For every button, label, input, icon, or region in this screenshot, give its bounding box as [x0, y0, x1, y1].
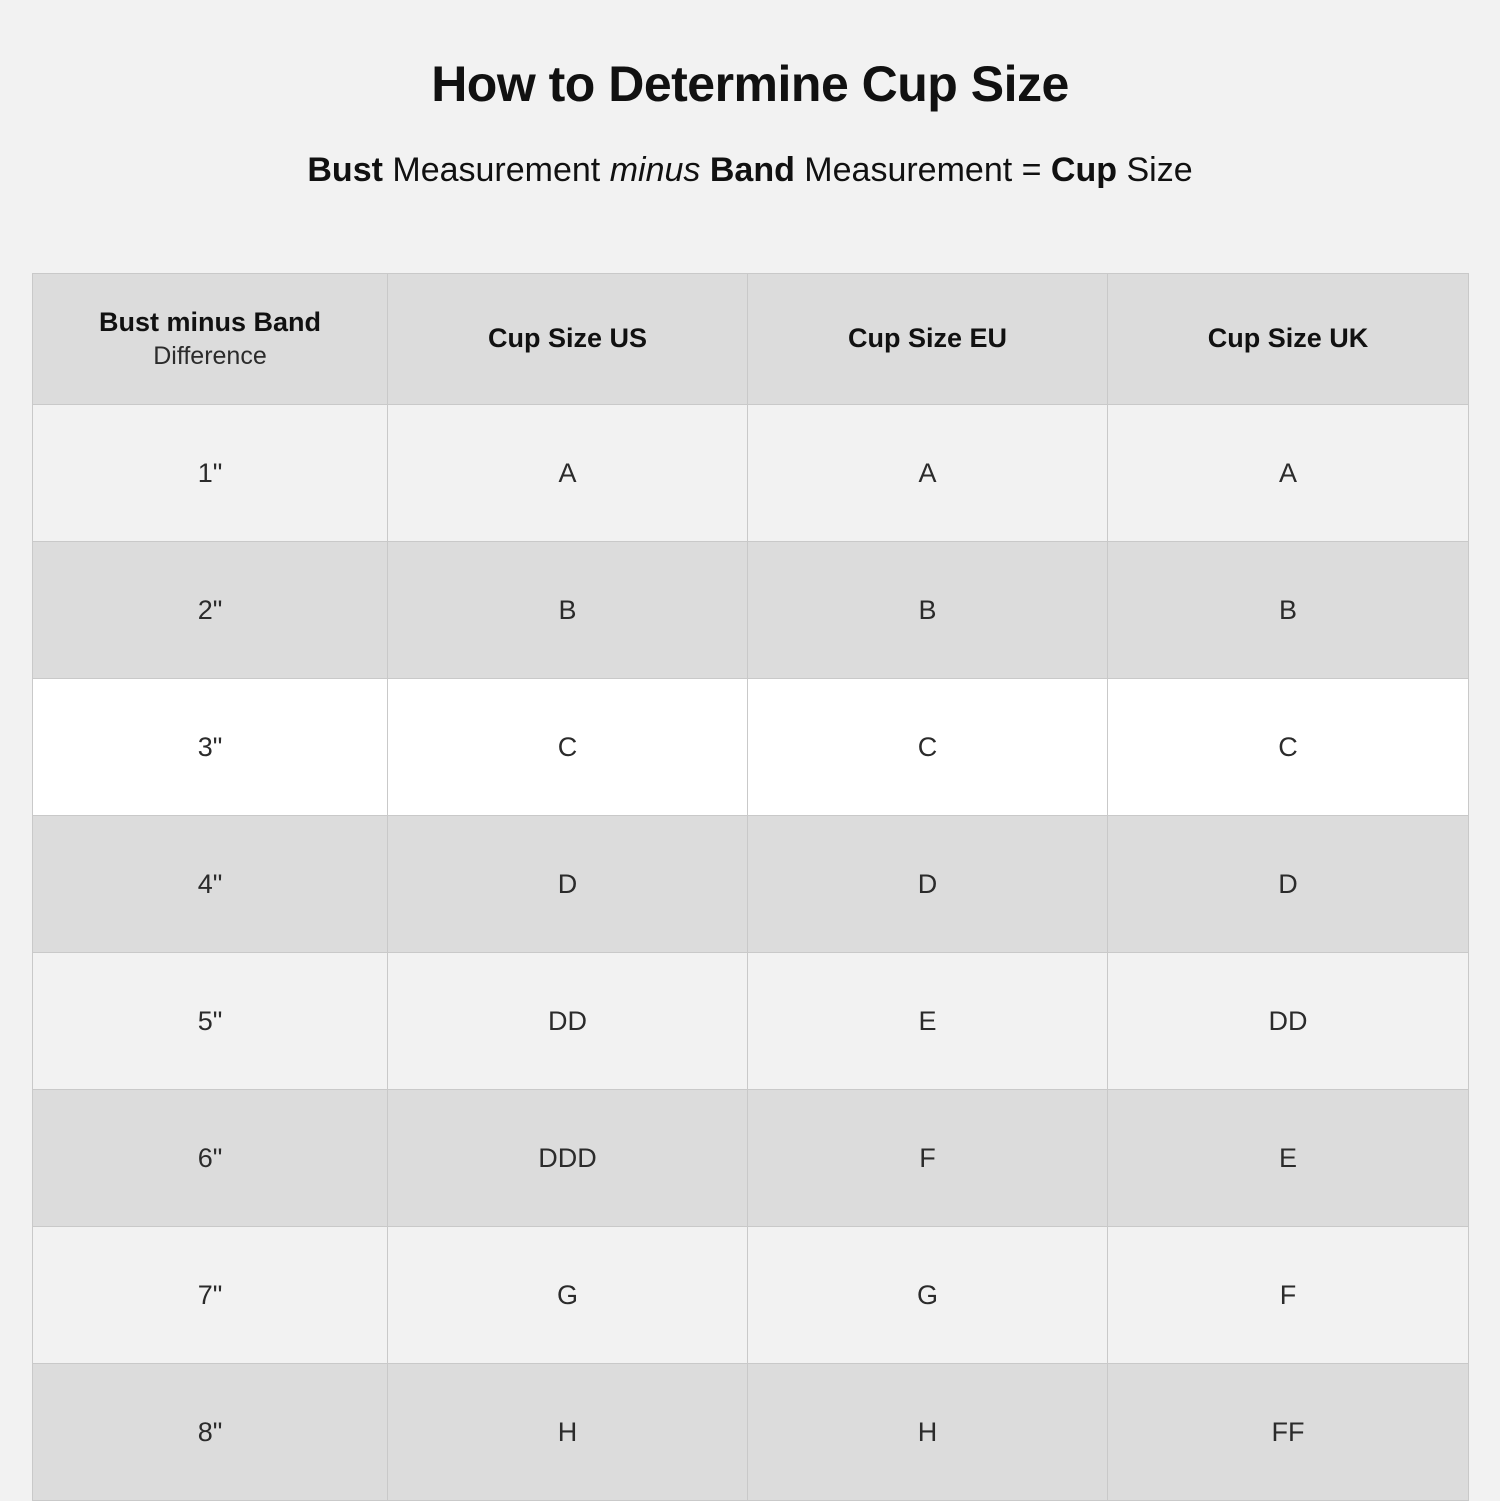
subtitle-cup-word: Cup [1050, 151, 1118, 189]
cell-eu: C [748, 679, 1108, 816]
table-row [33, 953, 1469, 1090]
subtitle-text-1: Measurement [382, 151, 610, 189]
cell-difference: 5" [33, 953, 388, 1090]
cell-difference: 8" [33, 1364, 388, 1501]
cell-difference: 6" [33, 1090, 388, 1227]
cup-size-table-container [32, 273, 1468, 1501]
cell-us: C [388, 679, 748, 816]
table-header-row [33, 274, 1469, 405]
table-row [33, 405, 1469, 542]
column-header-us [388, 274, 748, 405]
subtitle-band-word: Band [709, 151, 795, 189]
subtitle-minus-word: minus [609, 151, 701, 189]
table-header [33, 274, 1469, 405]
subtitle-text-3: Size [1117, 151, 1193, 189]
table-row [33, 1364, 1469, 1501]
subtitle-space [700, 151, 709, 189]
cell-difference: 1" [33, 405, 388, 542]
cell-uk: FF [1108, 1364, 1469, 1501]
table-row [33, 679, 1469, 816]
cell-uk: F [1108, 1227, 1469, 1364]
cell-eu: A [748, 405, 1108, 542]
table-body [33, 405, 1469, 1501]
cell-eu: G [748, 1227, 1108, 1364]
cell-uk: DD [1108, 953, 1469, 1090]
column-header-difference-sub: Difference [153, 341, 267, 370]
column-header-difference-main: Bust minus Band [98, 306, 321, 337]
cell-uk: B [1108, 542, 1469, 679]
subtitle-text-2: Measurement = [794, 151, 1051, 189]
page-title: How to Determine Cup Size [431, 56, 1069, 112]
cell-uk: C [1108, 679, 1469, 816]
column-header-uk [1108, 274, 1469, 405]
column-header-eu [748, 274, 1108, 405]
page-subtitle [0, 113, 1500, 190]
cell-us: DDD [388, 1090, 748, 1227]
table-row [33, 1227, 1469, 1364]
cell-difference: 2" [33, 542, 388, 679]
cell-difference: 7" [33, 1227, 388, 1364]
column-header-eu-main: Cup Size EU [847, 323, 1008, 354]
subtitle-bust-word: Bust [307, 151, 383, 189]
cup-size-table [32, 273, 1469, 1501]
table-row [33, 1090, 1469, 1227]
cell-us: D [388, 816, 748, 953]
column-header-uk-main: Cup Size UK [1207, 323, 1369, 354]
cell-eu: B [748, 542, 1108, 679]
cell-us: A [388, 405, 748, 542]
cell-us: B [388, 542, 748, 679]
table-row [33, 542, 1469, 679]
cell-us: H [388, 1364, 748, 1501]
cell-eu: H [748, 1364, 1108, 1501]
cell-us: DD [388, 953, 748, 1090]
column-header-us-main: Cup Size US [487, 323, 648, 354]
cell-difference: 3" [33, 679, 388, 816]
cell-uk: D [1108, 816, 1469, 953]
cell-uk: A [1108, 405, 1469, 542]
cell-us: G [388, 1227, 748, 1364]
cell-uk: E [1108, 1090, 1469, 1227]
cell-difference: 4" [33, 816, 388, 953]
cell-eu: D [748, 816, 1108, 953]
table-row [33, 816, 1469, 953]
cell-eu: F [748, 1090, 1108, 1227]
column-header-difference [33, 274, 388, 405]
cell-eu: E [748, 953, 1108, 1090]
